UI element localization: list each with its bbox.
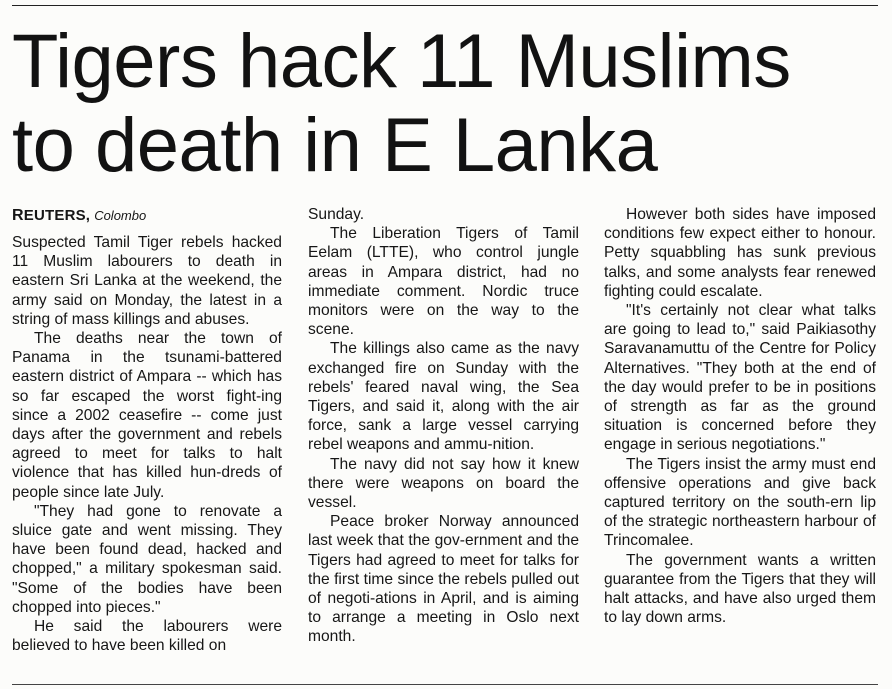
headline	[12, 20, 882, 188]
byline-agency-initial: R	[12, 207, 24, 224]
byline-place: Colombo	[94, 208, 147, 223]
paragraph: The deaths near the town of Panama in the tsunami-battered eastern district of Ampara -- which has so far escaped the worst fight-ing since a 2002 ceasefire -- come just days after the government and rebels agreed to meet for talks to halt violence that has killed hun-dreds of people since late July.	[12, 330, 282, 501]
article-column-2	[308, 205, 579, 647]
paragraph: Suspected Tamil Tiger rebels hacked 11 Muslim labourers to death in eastern Sri Lanka at the weekend, the army said on Monday, the latest in a string of mass killings and abuses.	[12, 234, 282, 328]
paragraph: The Liberation Tigers of Tamil Eelam (LTTE), who control jungle areas in Ampara district, had no immediate comment. Nordic truce monitors were on the way to the scene.	[308, 225, 579, 339]
paragraph: Sunday.	[308, 206, 365, 223]
article-column-3	[604, 205, 876, 627]
top-rule	[12, 5, 878, 6]
paragraph: "They had gone to renovate a sluice gate and went missing. They have been found dead, hacked and chopped," a military spokesman said. "Some of the bodies have been chopped into pieces."	[12, 502, 282, 616]
byline-agency-rest: EUTERS,	[23, 207, 91, 224]
byline	[12, 205, 282, 227]
article-column-1	[12, 205, 282, 655]
paragraph: The government wants a written guarantee from the Tigers that they will halt attacks, and have also urged them to lay down arms.	[604, 551, 876, 627]
headline-line-1: Tigers hack 11 Muslims	[12, 19, 791, 104]
byline-agency	[12, 207, 90, 224]
headline-line-2: to death in E Lanka	[12, 103, 658, 188]
paragraph: The killings also came as the navy exchanged fire on Sunday with the rebels' feared naval wing, the Sea Tigers, and said it, along with the air force, sank a large vessel carrying rebel weapons and ammu-nition.	[308, 340, 579, 454]
paragraph: "It's certainly not clear what talks are going to lead to," said Paikiasothy Saravanamuttu of the Centre for Policy Alternatives. "They both at the end of the day would prefer to be in positions of strength as far as the ground situation is concerned before they engage in serious negotiations."	[604, 302, 876, 454]
paragraph: The Tigers insist the army must end offensive operations and give back captured territory on the south-ern lip of the strategic northeastern harbour of Trincomalee.	[604, 455, 876, 550]
paragraph: The navy did not say how it knew there were weapons on board the vessel.	[308, 455, 579, 512]
bottom-rule	[12, 684, 878, 685]
paragraph: He said the labourers were believed to have been killed on	[12, 618, 282, 655]
paragraph: Peace broker Norway announced last week that the gov-ernment and the Tigers had agreed to meet for talks for the first time since the rebels pulled out of negoti-ations in April, and is aiming to arrange a meeting in Oslo next month.	[308, 513, 579, 646]
paragraph: However both sides have imposed conditions few expect either to honour. Petty squabbling has sunk previous talks, and some analysts fear renewed fighting could escalate.	[604, 206, 876, 300]
